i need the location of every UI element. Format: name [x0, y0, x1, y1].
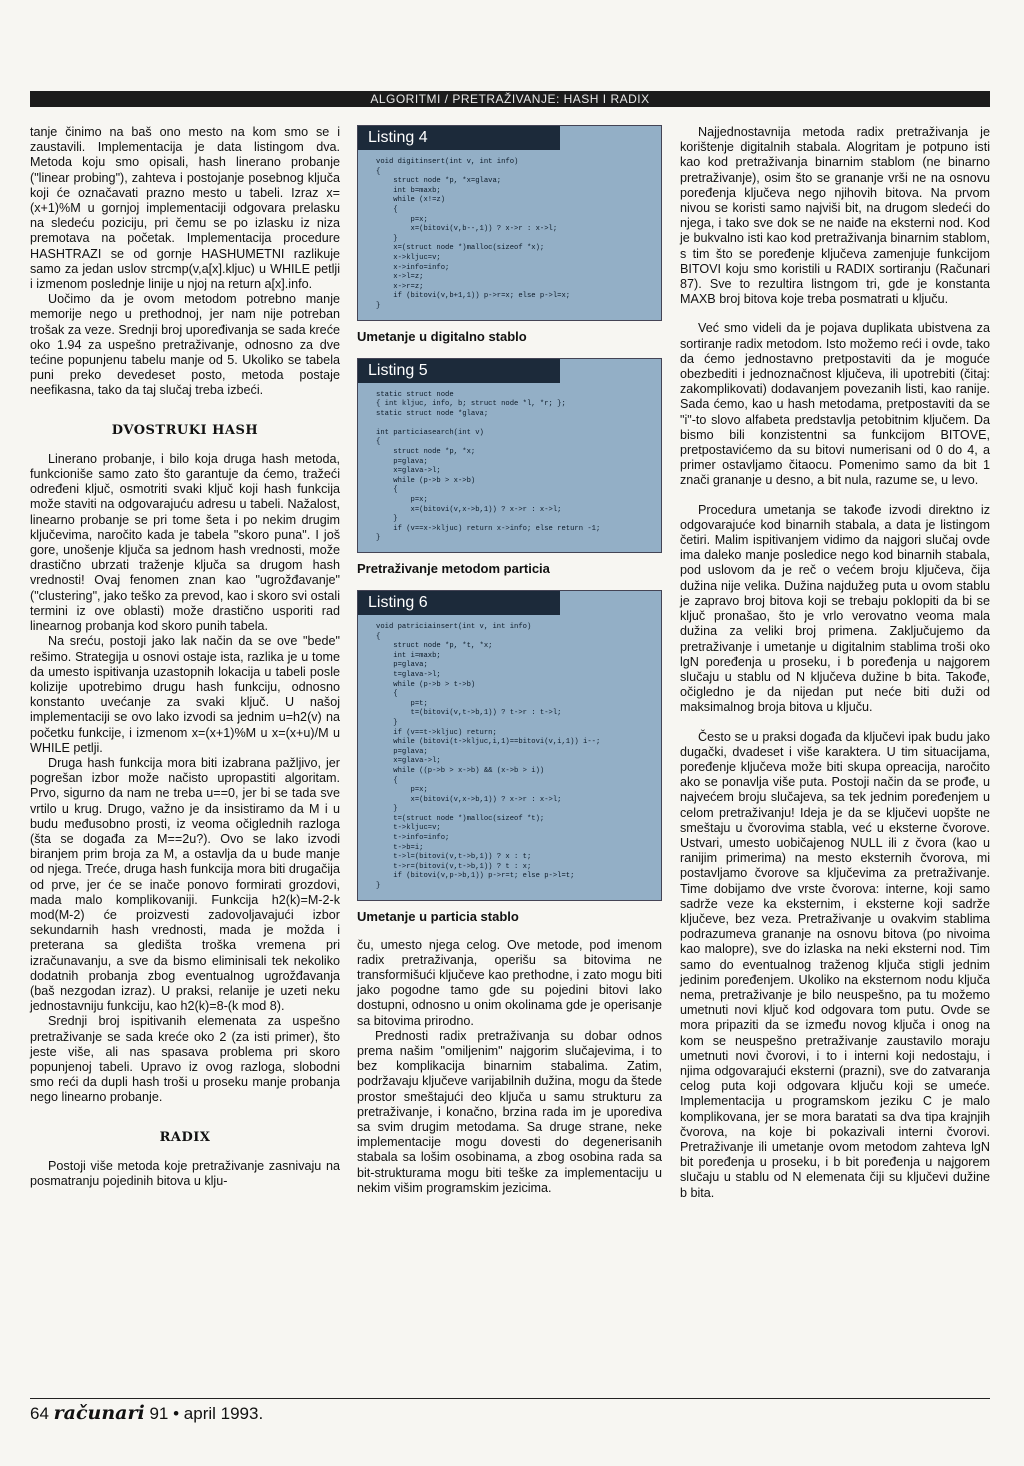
listing-title: Listing 5 [358, 359, 560, 383]
magazine-logo: računari [53, 1402, 145, 1424]
paragraph: Najjednostavnija metoda radix pretraživanja je korištenje digitalnih stabala. Alogritam je potpuno isti kao kod pretraživanja binarnim stablom (ne binarno pretraživanje), osim što se grananje vrši ne na osnovu poređenja ključeva nego njihovih bitova. Na prvom nivou se koristi samo najviši bit, na drugom sledeći do njega, i tako sve dok se ne naiđe na eksterni nod. Kod je bukvalno isti kao kod pretraživanja binarnim stablom, s tim što se poređenje ključeva zamenjuje funkcijom BITOVI koju smo koristili u RADIX sortiranju (Računari 87). Sve to rezultira listngom tri, gde je konstanta MAXB broj bitova koje treba posmatrati u ključu. [680, 125, 990, 307]
footer-rule [30, 1398, 990, 1399]
page-footer [30, 1402, 263, 1424]
column-left [30, 125, 340, 1189]
listing-caption: Umetanje u digitalno stablo [357, 328, 527, 344]
code-block: static struct node { int kljuc, info, b; struct node *l, *r; }; static struct node *glava; int particiasearch(int v) { struct node *p, *x; p=glava; x=glava->l; while (p->b > x->b) { p=x; x=(bitovi(v,x->b,1)) ? x->r : x->l; } if (v==x->kljuc) return x->info; else return -1; } [376, 390, 601, 543]
paragraph: Srednji broj ispitivanih elemenata za uspešno pretraživanje se sada kreće oko 2 (za isti primer), što jeste više, ali nas spasava problema pri skoro popunjenoj tabeli. Upravo iz ovog razloga, slobodni smo reći da dupli hash troši u proseku manje probanja nego linearno probanje. [30, 1014, 340, 1105]
listing-caption: Pretraživanje metodom particia [357, 561, 550, 576]
paragraph: tanje činimo na baš ono mesto na kom smo se i zaustavili. Implementacija je data listingom dva. Metoda koju smo opisali, hash linerano probanje ("linear probing"), zahteva i postojanje posebnog ključa koji će označavati prazno mesto u tabeli. Izraz x=(x+1)%M u gornjoj implementaciji odgovara prelasku na sledeću poziciju, pri čemu se po izlasku iz niza premotava na početak. Implementacija procedure HASHTRAZI se od gornje HASHUMETNI razlikuje samo za jedan uslov strcmp(v,a[x].kljuc) u WHILE petlji i izmenom poslednje linije u njoj na return a[x].info. [30, 125, 340, 292]
listing-title: Listing 6 [358, 591, 560, 615]
paragraph: Na sreću, postoji jako lak način da se ove "bede" rešimo. Strategija u osnovi ostaje ista, razlika je u tome da umesto ispitivanja uzastopnih lokacija u tabeli posle kolizije upotrebimo drugu hash funkciju, odnosno konstanto uvećanje za svaki ključ. U našoj implementaciji se ovo lako izvodi sa jednim u=h2(v) na početku funkcije, i izmenom x=(x+1)%M u x=(x+u)/M u WHILE petlji. [30, 634, 340, 755]
column-middle [357, 125, 662, 1196]
paragraph: Druga hash funkcija mora biti izabrana pažljivo, jer pogrešan izbor može načisto upropastiti algoritam. Prvo, sigurno da nam ne treba u==0, jer bi se tada sve vrtilo u krug. Drugo, važno je da insistiramo da M i u budu međusobno prosti, iz veoma očiglednih razloga (šta se događa za M==2u?). Ovo se lako izvodi biranjem prim broja za M, a ostavlja da u bude manje od njega. Treće, druga hash funkcija mora biti drugačija od prve, jer će se inače ponovo formirati grozdovi, mada malo komplikovaniji. Funkcija h2(k)=M-2-k mod(M-2) će proizvesti zadovoljavajući izbor sekundarnih hash vrednosti, mada je možda i preterana sa gledišta troška vremena pri izračunavanju, a sve da bismo eliminisali tek nekoliko dodatnih probanja zbog eventualnog ugrožđavanja (baš nezgodan izraz). U praksi, relanije je uzeti neku jednostavniju funkciju, kao h2(k)=8-(k mod 8). [30, 755, 340, 1014]
section-heading: RADIX [159, 1129, 211, 1145]
listing-box [357, 590, 662, 901]
paragraph: Linerano probanje, i bilo koja druga hash metoda, funkcioniše samo zato što garantuje da ćemo, tražeći određeni ključ, osmotriti svaki ključ koji hash funkcija može staviti na odgovarajuću adresu u tabeli. Nažalost, linearno probanje se pri tome šeta i po nekim drugim ključevima, naročito kada je tabela "skoro puna". I još gore, unošenje ključa sa jednom hash vrednosti, može drastično ubrzati traženje ključa sa drugom hash vrednosti! Ovaj fenomen znan kao "ugrožđavanje" ("clustering", jako teško za prevod, kao i skoro svi ostali termini iz ove oblasti) može drastično usporiti rad linearnog probanja kod skoro punih tabela. [30, 451, 340, 634]
listing-box [357, 358, 662, 554]
section-heading: DVOSTRUKI HASH [111, 422, 259, 438]
column-middle-text [357, 938, 662, 1196]
paragraph: Prednosti radix pretraživanja su dobar odnos prema našim "omiljenim" najgorim slučajevima, i to bez komplikacija binarnim stabalima. Zatim, podržavaju ključeve varijabilnih dužina, mogu da štede prostor smeštajući deo ključa u samu strukturu za pretraživanje, i konačno, brzina rada im je uporediva sa svim drugim metodama. Sa druge strane, neke implementacije mogu dovesti do degenerisanih stabala sa lošim osobinama, a zbog osobina rada sa bit-strukturama mogu biti teške za implementaciju u nekim višim programskim jezicima. [357, 1028, 662, 1195]
paragraph: Procedura umetanja se takođe izvodi direktno iz odgovarajuće kod binarnih stabala, a data je listingom četiri. Malim ispitivanjem vidimo da najgori slučaj ovde ima daleko manje posledice nego kod binarnih stabala, pod uslovom da je reč o većem broju ključeva, čija dužina nije velika. Dužina najdužeg puta u ovom stablu je zapravo broj bitova koji se trebaju poklopiti da bi se ključ pronašao, što je vrlo verovatno veoma mala dužina za veliki broj primena. Zaključujemo da pretraživanje i umetanje u digitalnim stablima troši oko lgN poređenja u proseku, i b poređenja u najgorem slučaju u stablu od N ključeva dužine b bita. Takođe, očigledno je da nijedan put neće biti duži od maksimalnog broja bitova u ključu. [680, 502, 990, 715]
listing-title: Listing 4 [358, 126, 560, 150]
column-right [680, 125, 990, 1201]
section-header: ALGORITMI / PRETRAŽIVANJE: HASH I RADIX [30, 91, 990, 107]
paragraph: Često se u praksi događa da ključevi ipak budu jako dugački, dvadeset i više karaktera. U tim situacijama, poređenje ključeva može biti skupa opreacija, naročito ako se ponavlja više puta. Postoji način da se prođe, u najvećem broju slučajeva, sa tek jednim poređenjem u celom pretraživanju! Ideja je da se ključevi uopšte ne smeštaju u čvorovima stabla, već u eksterne čvorove. Ustvari, umesto uobičajenog NULL ili z čvora (kao u ranijim primerima) na mesto eksternih čvorova, mi postavljamo čvorove sa ključevima za pretraživanje. Time dobijamo dve vrste čvorova: interne, koji samo sadrže veze ka eksternim, i eksterne koji sadrže ključeve, bez veza. Pretraživanje u ovakvim stablima podrazumeva grananje na osnovu bitova (po nivoima kao malopre), sve do izlaska na neki eksterni nod. Tim samo do eventualnog traženog ključa stigli jednim jedinim poređenjem. Ukoliko na eksternom nodu ključa nema, pretraživanje je bilo neuspešno, pa tu možemo umetnuti novi ključ kod odgovara tom putu. Ovde se mora pripaziti da se između novog ključa i onog na kom se neuspešno pretraživanje zaustavilo moraju umetnuti novi čvorovi, i to i interni koji nedostaju, i njima odgovarajući eksterni (prazni), sve do zatvaranja celog puta koji odgovara ključu koji se umeće. Implementacija u programskom jeziku C je malo komplikovana, jer se mora baratati sa dva tipa krajnjih čvorova, na koje bi pokazivali interni čvorovi. Pretraživanje ili umetanje ovom metodom zahteva lgN bit poređenja u proseku, i b bit poređenja u najgorem slučaju u stablu od N elemenata čiji su ključevi dužine b bita. [680, 729, 990, 1200]
listing-box [357, 125, 662, 321]
paragraph: Postoji više metoda koje pretraživanje zasnivaju na posmatranju pojedinih bitova u klju- [30, 1158, 340, 1188]
issue-date: april 1993. [183, 1404, 264, 1423]
page-number: 64 [30, 1404, 49, 1423]
paragraph: Uočimo da je ovom metodom potrebno manje memorije nego u prethodnoj, jer nam nije potreban trošak za veze. Srednji broj upoređivanja se sada kreće oko 1.94 za uspešno pretraživanje, odnosno za dve tećine popunjenu tabelu manje od 5. Ukoliko se tabela puni preko devedeset posto, metoda postaje neefikasna, tako da taj slučaj treba izbeći. [30, 292, 340, 398]
paragraph: ču, umesto njega celog. Ove metode, pod imenom radix pretraživanja, operišu sa bitovima ne transformišući ključeve kao prethodne, i zato mogu biti jako pogodne tamo gde su pojedini bitovi lako dostupni, odnosno u onim okolinama gde je operisanje sa bitovima prirodno. [357, 937, 662, 1028]
code-block: void digitinsert(int v, int info) { struct node *p, *x=glava; int b=maxb; while (x!=z) { p=x; x=(bitovi(v,b--,1)) ? x->r : x->l; } x=(struct node *)malloc(sizeof *x); x->kljuc=v; x->info=info; x->l=z; x->r=z; if (bitovi(v,b+1,1)) p->r=x; else p->l=x; } [376, 158, 571, 310]
code-block: void patriciainsert(int v, int info) { struct node *p, *t, *x; int i=maxb; p=glava; t=glava->l; while (p->b > t->b) { p=t; t=(bitovi(v,t->b,1)) ? t->r : t->l; } if (v==t->kljuc) return; while (bitovi(t->kljuc,i,1)==bitovi(v,i,1)) i--; p=glava; x=glava->l; while ((p->b > x->b) && (x->b > i)) { p=x; x=(bitovi(v,x->b,1)) ? x->r : x->l; } t=(struct node *)malloc(sizeof *t); t->kljuc=v; t->info=info; t->b=i; t->l=(bitovi(v,t->b,1)) ? x : t; t->r=(bitovi(v,t->b,1)) ? t : x; if (bitovi(v,p->b,1)) p->r=t; else p->l=t; } [376, 623, 601, 891]
issue-number: 91 [149, 1404, 169, 1423]
listing-caption: Umetanje u particia stablo [357, 908, 519, 924]
bullet: • [173, 1404, 180, 1423]
paragraph: Već smo videli da je pojava duplikata ubistvena za sortiranje radix metodom. Isto možemo reći i ovde, tako da ćemo jednostavno pretpostaviti da je moguće obezbediti i jednoznačnost ključeva, ili upotrebiti (čitaj: zakomplikovati) dodavanjem povezanih listi, kao ranije. Sada ćemo, kao u hash metodama, pretpostaviti da se "i"-to slovo alfabeta predstavlja petobitnim ključem. Da bismo bili konzistentni sa funkcijom BITOVE, pretpostavićemo da su bitovi numerisani od 0 do 4, a primer ostavljamo čitaocu. Pomenimo samo da bit 1 znači grananje u desno, a bit nula, razume se, u levo. [680, 321, 990, 488]
